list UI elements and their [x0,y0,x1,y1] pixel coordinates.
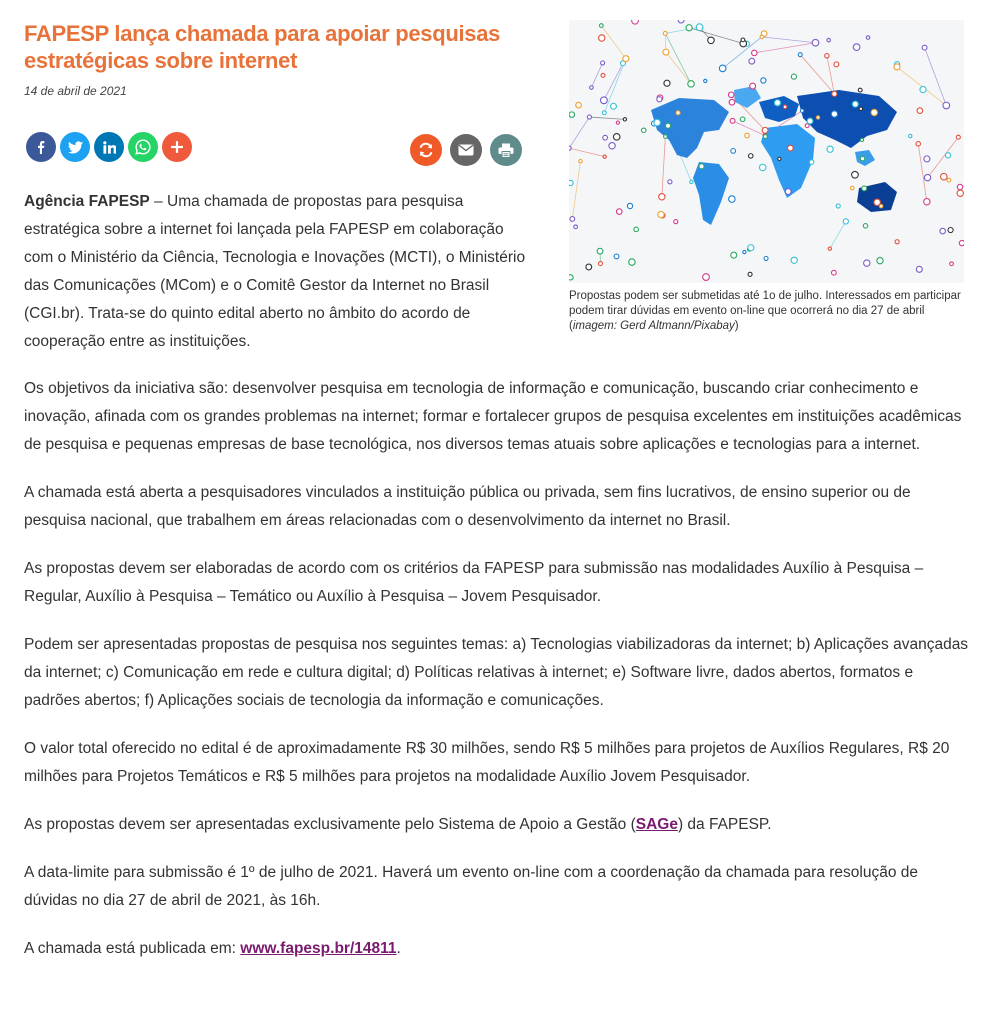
plus-icon [171,141,183,153]
whatsapp-icon [135,139,151,155]
article-tools-bar [410,134,522,166]
more-share-button[interactable] [162,132,192,162]
article-body [24,375,969,983]
paragraph-objectives: Os objetivos da iniciativa são: desenvolver pesquisa em tecnologia de informação e comunicação, buscando criar conhecimento e inovação, afinada com os grandes problemas na internet; formar e fortalecer grupos de pesquisa excelentes em instituições acadêmicas de pesquisa e pequenas empresas de base tecnológica, nos diversos temas atuais sobre aplicações e tecnologias para a internet. [24,380,962,453]
twitter-icon [68,141,83,154]
print-button[interactable] [490,134,522,166]
paragraph-funding: O valor total oferecido no edital é de aproximadamente R$ 30 milhões, sendo R$ 5 milhões para projetos de Auxílios Regulares, R$ 20 milhões para Projetos Temáticos e R$ 5 milhões para projetos na modalidade Auxílio Jovem Pesquisador. [24,740,950,785]
facebook-share-button[interactable] [26,132,56,162]
linkedin-share-button[interactable] [94,132,124,162]
paragraph-publication [24,935,969,963]
whatsapp-share-button[interactable] [128,132,158,162]
caption-text: Propostas podem ser submetidas até 1o de julho. Interessados em participar podem tirar dúvidas em evento on-line que ocorrerá no dia 27 de abril ( [569,290,961,332]
paragraph-themes: Podem ser apresentadas propostas de pesquisa nos seguintes temas: a) Tecnologias viabilizadoras da internet; b) Aplicações avançadas da internet; c) Comunicação em rede e cultura digital; d) Políticas relativas à internet; e) Software livre, dados abertos, formatos e padrões abertos; f) Aplicações sociais de tecnologia da informação e comunicações. [24,636,969,709]
paragraph-deadline: A data-limite para submissão é 1º de julho de 2021. Haverá um evento on-line com a coordenação da chamada para resolução de dúvidas no dia 27 de abril de 2021, às 16h. [24,864,919,909]
refresh-button[interactable] [410,134,442,166]
publication-text-end: . [396,940,401,957]
publication-text: A chamada está publicada em: [24,940,241,957]
paragraph-modalities: As propostas devem ser elaboradas de acordo com os critérios da FAPESP para submissão nas modalidades Auxílio à Pesquisa – Regular, Auxílio à Pesquisa – Temático ou Auxílio à Pesquisa – Jovem Pesquisador. [24,560,924,605]
refresh-icon [417,141,435,159]
submission-text-end: ) da FAPESP. [677,816,772,833]
sage-link[interactable]: SAGe [635,816,678,833]
envelope-icon [458,144,474,156]
caption-credit: imagem: Gerd Altmann/Pixabay [572,320,735,332]
lead-text: – Uma chamada de propostas para pesquisa estratégica sobre a internet foi lançada pela FAPESP em colaboração com o Ministério da Ciência, Tecnologia e Inovações (MCTI), o Ministério das Comunicações (MCom) e o Comitê Gestor da Internet no Brasil (CGI.br). Trata-se do quinto edital aberto no âmbito do acordo de cooperação entre as instituições. [24,193,526,350]
figure-caption [569,289,964,334]
lead-source: Agência FAPESP [24,193,150,210]
call-link[interactable]: www.fapesp.br/14811 [240,940,397,957]
facebook-icon [34,140,48,154]
article-title: FAPESP lança chamada para apoiar pesquisas estratégicas sobre internet [24,21,501,73]
linkedin-icon [103,141,116,154]
social-share-bar [26,132,192,162]
paragraph-submission-system [24,811,969,839]
printer-icon [498,143,514,158]
article-figure [569,20,964,334]
world-network-image [569,20,964,283]
paragraph-eligibility: A chamada está aberta a pesquisadores vinculados a instituição pública ou privada, sem fins lucrativos, de ensino superior ou de pesquisa nacional, que trabalhem em áreas relacionadas com o desenvolvimento da internet no Brasil. [24,484,911,529]
caption-end: ) [734,320,739,332]
twitter-share-button[interactable] [60,132,90,162]
submission-text: As propostas devem ser apresentadas exclusivamente pelo Sistema de Apoio a Gestão ( [24,816,636,833]
email-button[interactable] [450,134,482,166]
article-date: 14 de abril de 2021 [24,84,127,98]
lead-paragraph [24,188,529,356]
